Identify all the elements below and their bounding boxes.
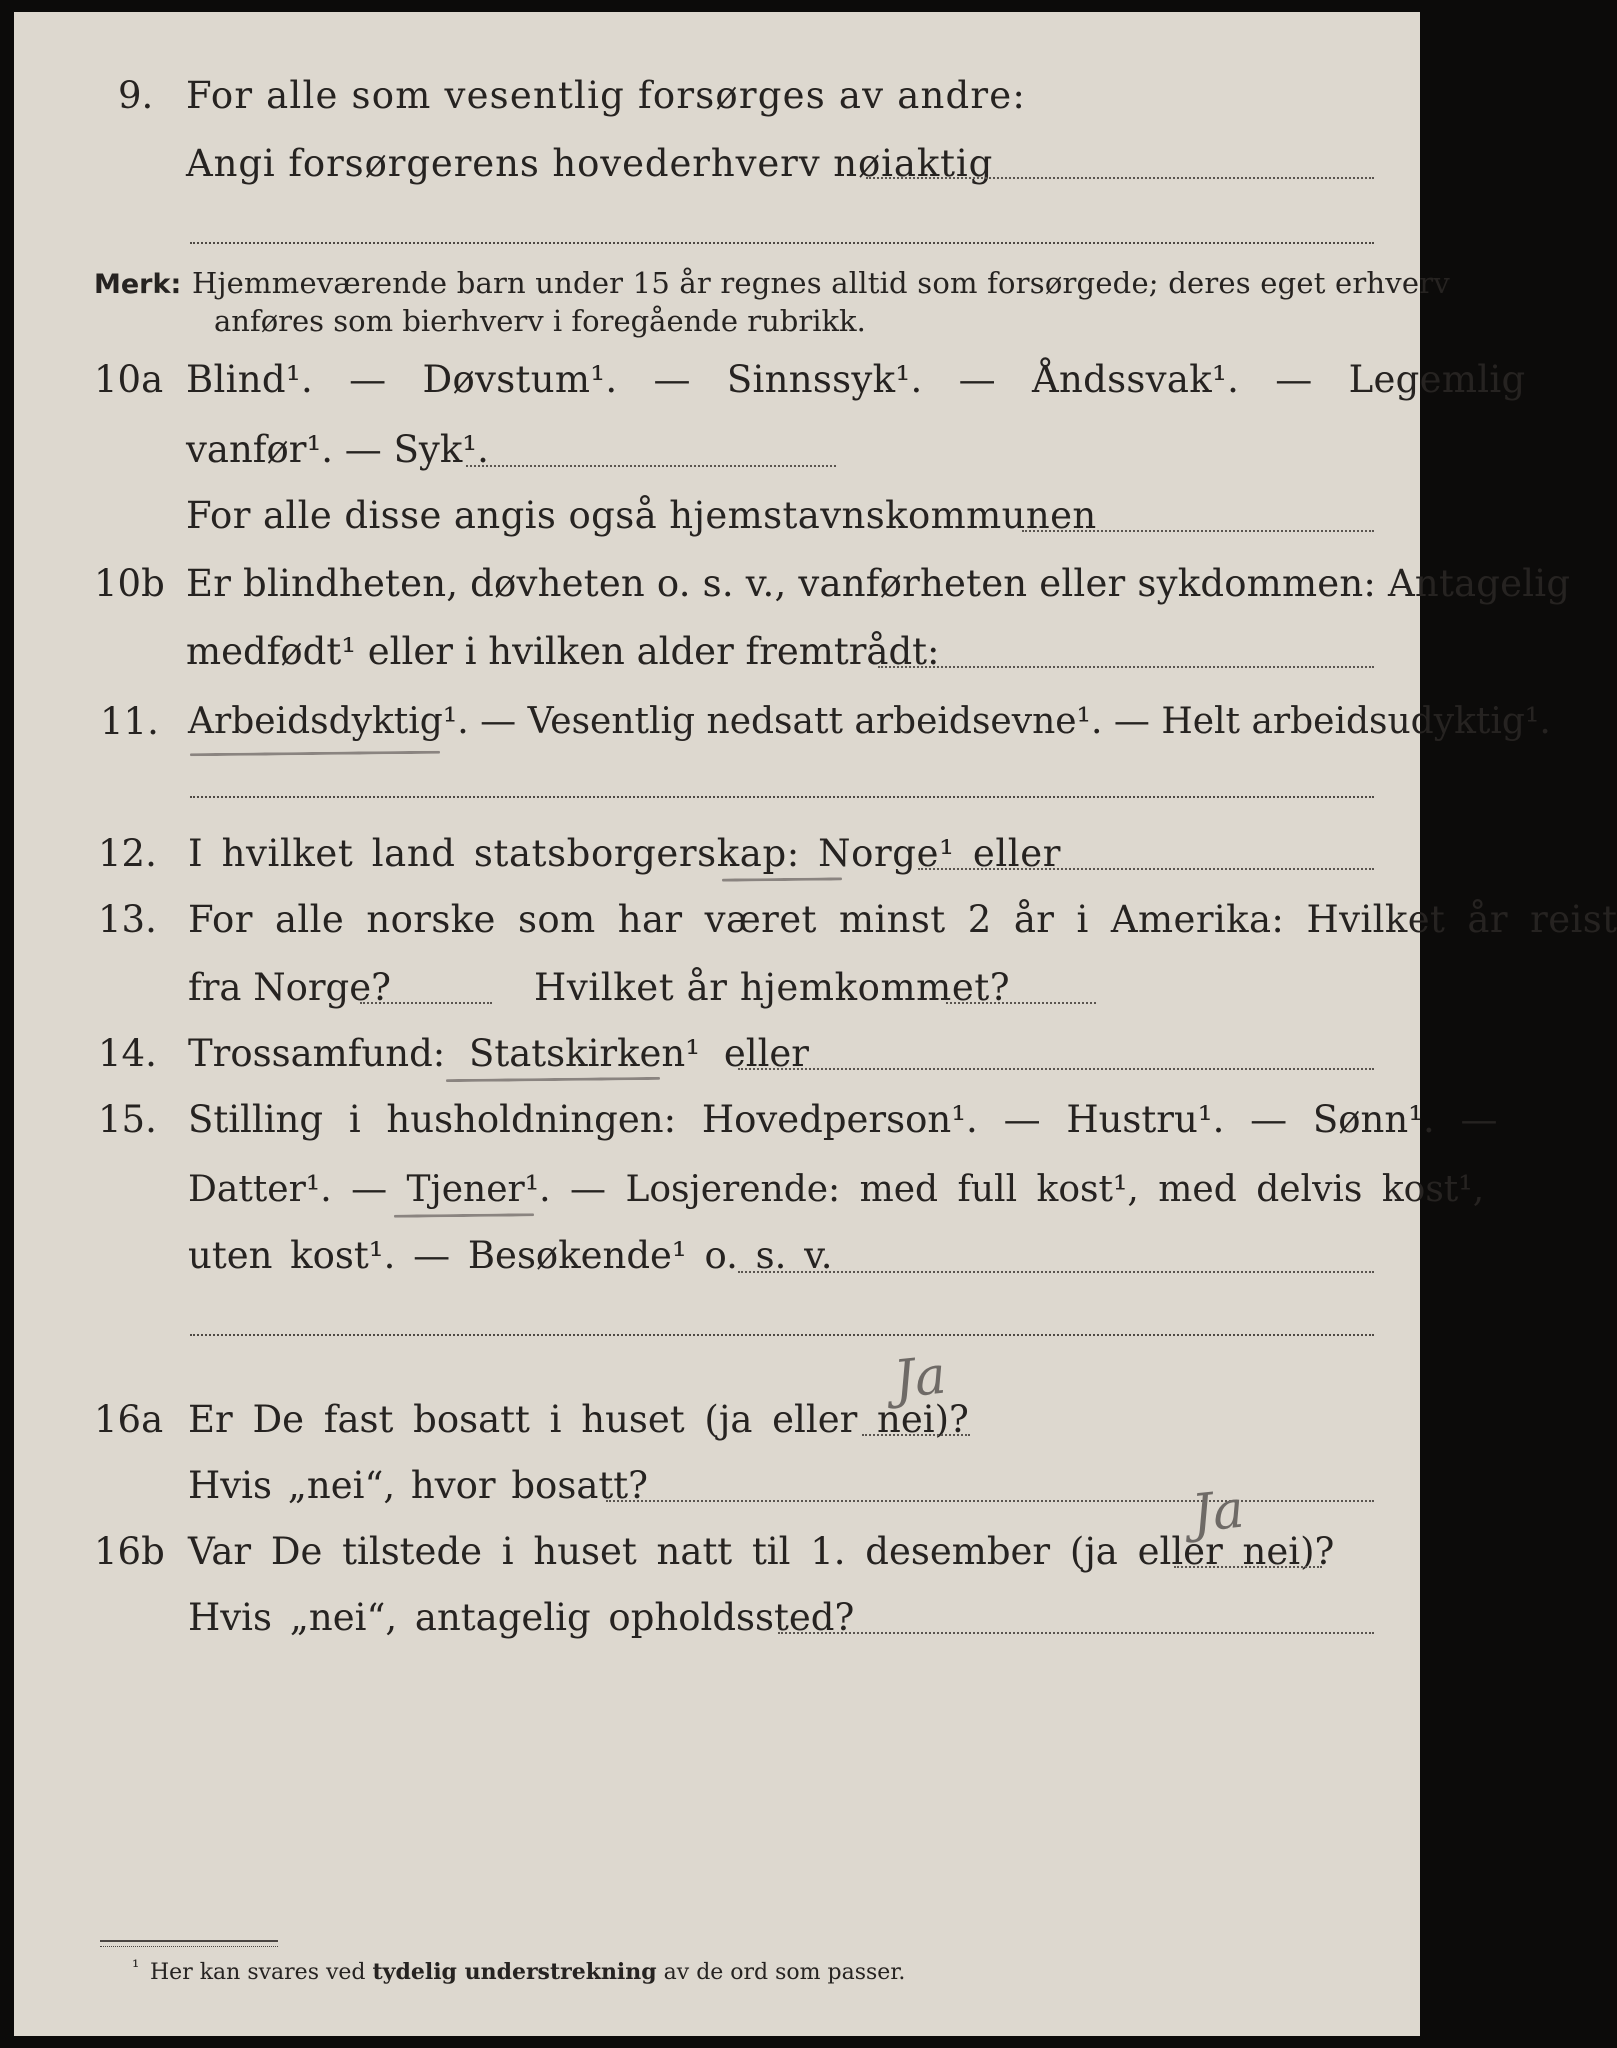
question-number: 15. (98, 1098, 157, 1141)
question-15 (14, 1098, 1498, 1142)
answer-field[interactable] (606, 1500, 1374, 1502)
question-text: Trossamfund: Statskirken¹ eller (188, 1032, 809, 1075)
question-16b-line-2 (14, 1596, 1420, 1640)
question-text: Blind¹. — Døvstum¹. — Sinnssyk¹. — Åndssvak¹. — Legemlig (186, 358, 1526, 401)
answer-field[interactable] (778, 1632, 1374, 1634)
answer-field[interactable] (946, 1002, 1096, 1004)
question-text: Er De fast bosatt i huset (ja eller nei)? (188, 1398, 969, 1441)
question-number: 10b (94, 562, 165, 605)
question-14 (14, 1032, 1420, 1076)
note-text: Hjemmeværende barn under 15 år regnes alltid som forsørgede; deres eget erhverv (192, 266, 1450, 300)
question-text: fra Norge? (188, 966, 391, 1009)
question-text: Arbeidsdyktig¹. — Vesentlig nedsatt arbeidsevne¹. — Helt arbeidsudyktig¹. (188, 701, 1551, 742)
question-10a-line-2 (14, 428, 1420, 472)
answer-line[interactable] (190, 796, 1374, 798)
question-text: vanfør¹. — Syk¹. (186, 428, 489, 471)
question-number: 13. (98, 898, 157, 941)
answer-field[interactable] (360, 1002, 492, 1004)
question-number: 14. (98, 1032, 157, 1075)
question-number: 16a (94, 1398, 164, 1441)
question-16a (14, 1398, 1420, 1442)
question-text: Hvis „nei“, hvor bosatt? (188, 1464, 648, 1507)
question-12 (14, 832, 1420, 876)
question-number: 9. (118, 74, 154, 117)
question-text: Hvilket år hjemkommet? (534, 966, 1011, 1009)
question-number: 11. (100, 700, 159, 743)
answer-field[interactable] (862, 1434, 970, 1436)
question-9 (14, 74, 1420, 118)
footnote-divider (100, 1946, 278, 1947)
question-number: 16b (94, 1530, 165, 1573)
footnote-text: Her kan svares ved (150, 1960, 373, 1985)
note-text: anføres som bierhverv i foregående rubrikk. (214, 304, 866, 338)
question-text: Er blindheten, døvheten o. s. v., vanførheten eller sykdommen: Antagelig (186, 562, 1571, 605)
handwritten-answer: Ja (1189, 1479, 1247, 1545)
question-10a (14, 358, 1526, 402)
handwritten-underline (446, 1077, 660, 1082)
question-10a-line-3 (14, 494, 1420, 538)
question-text: Stilling i husholdningen: Hovedperson¹. — Hustru¹. — Sønn¹. — (188, 1098, 1498, 1141)
answer-field[interactable] (1174, 1566, 1322, 1568)
question-11 (14, 700, 1551, 744)
question-9-line-2 (14, 142, 1420, 186)
question-text: For alle norske som har været minst 2 år i Amerika: Hvilket år reist (188, 898, 1617, 941)
handwritten-underline (722, 877, 842, 881)
question-text: uten kost¹. — Besøkende¹ o. s. v. (188, 1234, 833, 1277)
answer-field[interactable] (466, 465, 836, 467)
question-number: 10a (94, 358, 164, 401)
answer-field[interactable] (878, 666, 1374, 668)
handwritten-underline (394, 1213, 534, 1217)
question-text: Hvis „nei“, antagelig opholdssted? (188, 1596, 855, 1639)
question-text: For alle som vesentlig forsørges av andre: (186, 74, 1027, 117)
handwritten-answer: Ja (891, 1345, 949, 1411)
question-text: I hvilket land statsborgerskap: Norge¹ eller (188, 832, 1062, 875)
answer-field[interactable] (866, 177, 1374, 179)
answer-field[interactable] (738, 1271, 1374, 1273)
question-10b-line-2 (14, 630, 1420, 674)
handwritten-underline (190, 751, 440, 757)
census-form-page (14, 12, 1617, 2036)
question-15-line-3 (14, 1234, 1420, 1278)
question-text: medfødt¹ eller i hvilken alder fremtrådt: (186, 630, 940, 673)
answer-field[interactable] (1022, 530, 1374, 532)
footnote-divider (100, 1940, 278, 1942)
question-text: Angi forsørgerens hovederhverv nøiaktig (186, 142, 994, 185)
footnote-text: av de ord som passer. (656, 1960, 906, 1985)
question-number: 12. (98, 832, 157, 875)
question-text: Var De tilstede i huset natt til 1. desember (ja eller nei)? (188, 1530, 1335, 1573)
footnote (132, 1957, 906, 1987)
question-15-line-2 (14, 1168, 1485, 1212)
footnote-emphasis: tydelig understrekning (372, 1959, 657, 1985)
question-text: Datter¹. — Tjener¹. — Losjerende: med full kost¹, med delvis kost¹, (188, 1169, 1485, 1210)
answer-field[interactable] (738, 1068, 1374, 1070)
answer-field[interactable] (918, 868, 1374, 870)
answer-line[interactable] (190, 1334, 1374, 1336)
note-label: Merk: (94, 269, 182, 300)
question-10b (14, 562, 1571, 606)
question-13 (14, 898, 1617, 942)
footnote-mark: ¹ (132, 1957, 140, 1978)
question-text: For alle disse angis også hjemstavnskommunen (186, 494, 1097, 537)
answer-line[interactable] (190, 242, 1374, 244)
question-13-line-2 (14, 966, 1420, 1010)
